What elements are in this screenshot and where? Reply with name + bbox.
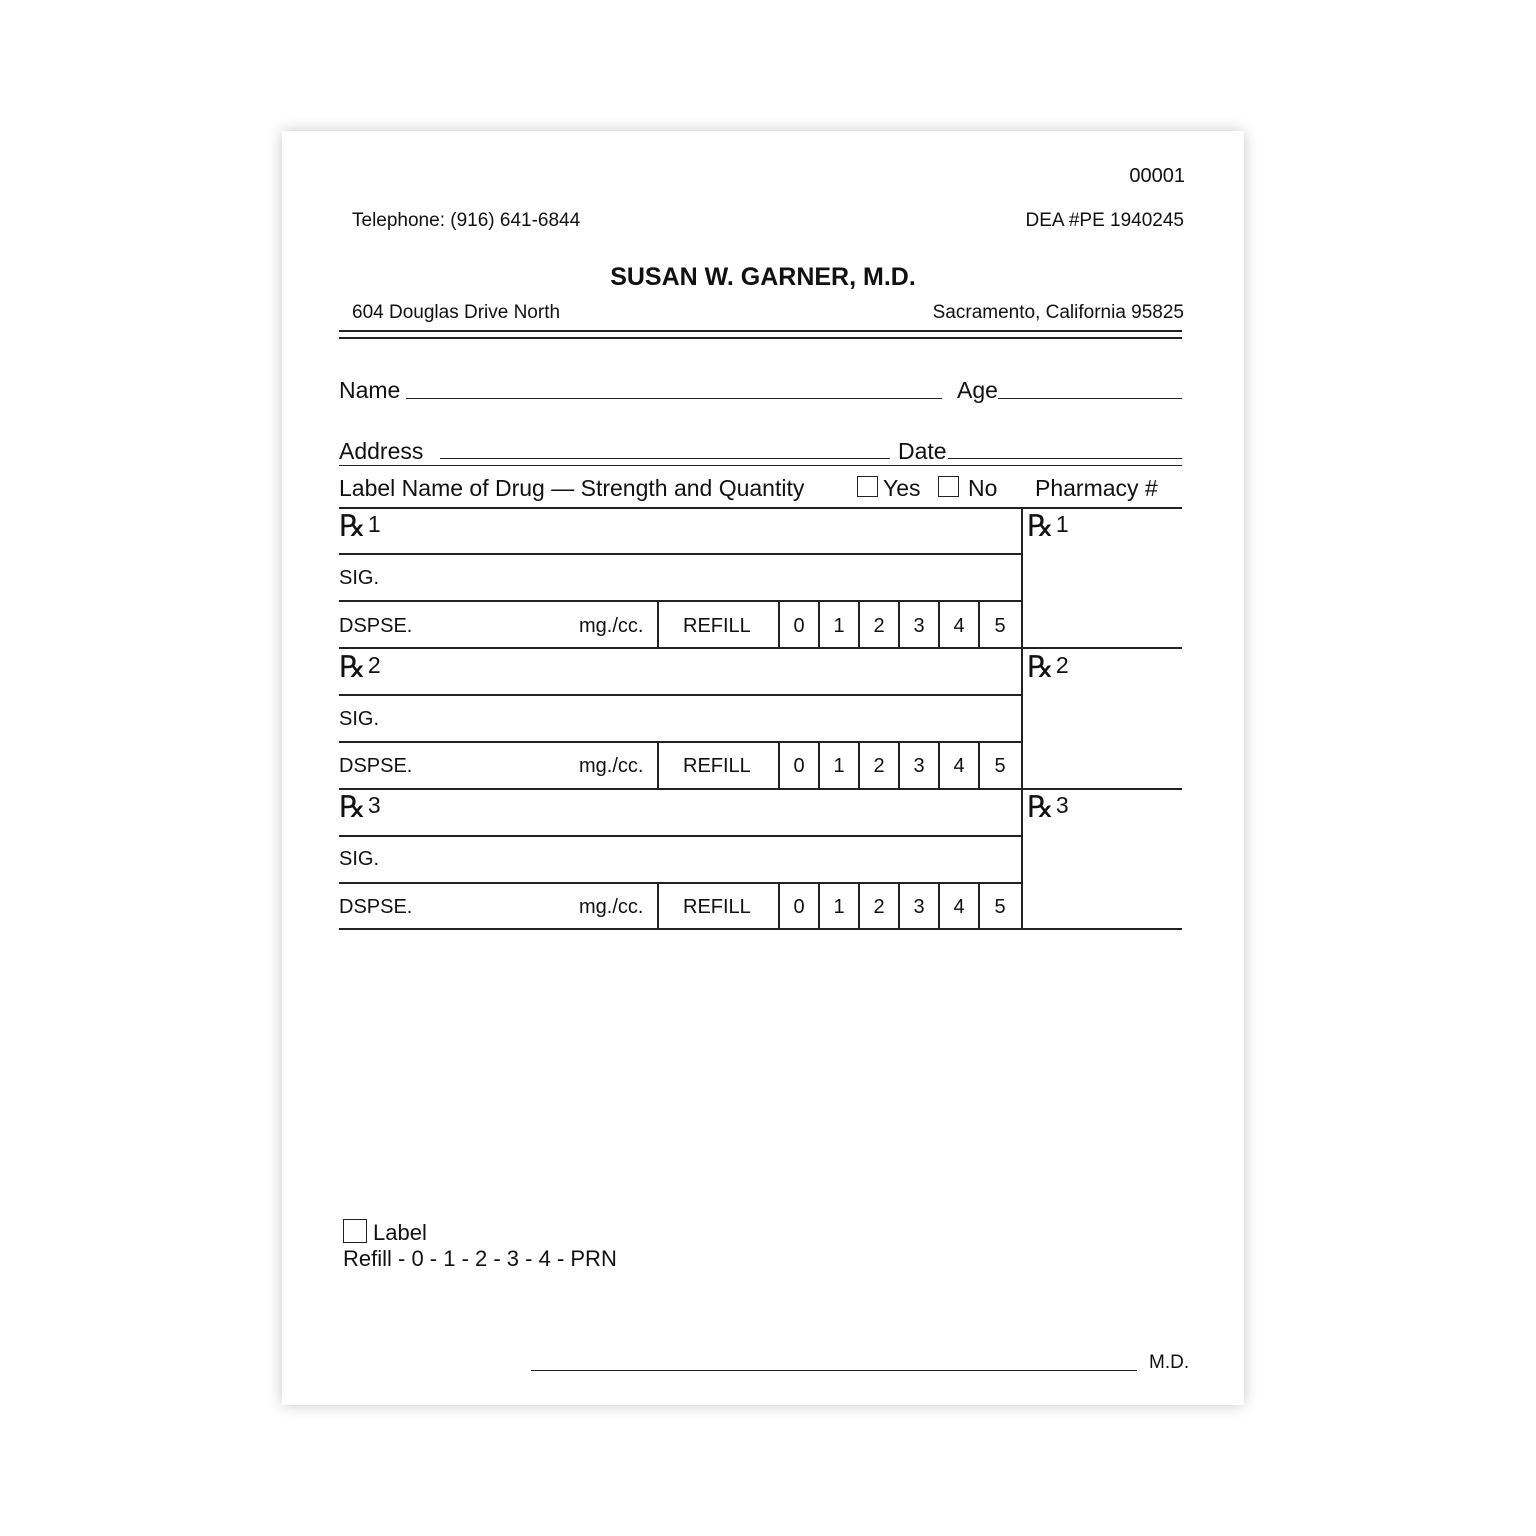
name-label: Name xyxy=(339,377,401,403)
rx-1-refill-1[interactable]: 1 xyxy=(833,615,845,637)
rx-1-bottom-rule xyxy=(339,647,1182,649)
rx-1-refill-5[interactable]: 5 xyxy=(994,615,1006,637)
date-label: Date xyxy=(898,438,947,464)
rx-3-drug-rule xyxy=(339,835,1022,837)
telephone: Telephone: (916) 641-6844 xyxy=(352,210,581,231)
header-rule-2 xyxy=(339,337,1182,339)
pharmacy-rx-1-heading xyxy=(1027,509,1069,544)
rx-1-refill-2[interactable]: 2 xyxy=(873,615,885,637)
pharmacy-rx-2-number: 2 xyxy=(1055,652,1069,678)
address-label: Address xyxy=(339,438,424,464)
pharmacy-rx-2-symbol: ℞ xyxy=(1027,650,1054,685)
dea-number: DEA #PE 1940245 xyxy=(1025,210,1184,231)
rx-3-refill-1[interactable]: 1 xyxy=(833,896,845,918)
signature-md-suffix: M.D. xyxy=(1149,1352,1190,1373)
pharmacy-column-divider xyxy=(1021,507,1023,929)
rx-2-refill-label: REFILL xyxy=(683,755,751,777)
rx-2-refill-1[interactable]: 1 xyxy=(833,755,845,777)
rx-1-sig-rule xyxy=(339,600,1022,602)
address-field[interactable] xyxy=(440,458,890,459)
yes-label: Yes xyxy=(883,475,921,501)
date-field[interactable] xyxy=(948,458,1182,459)
rx-2-refill-4[interactable]: 4 xyxy=(953,755,965,777)
signature-line[interactable] xyxy=(531,1370,1137,1371)
no-label: No xyxy=(968,475,998,501)
city-address: Sacramento, California 95825 xyxy=(932,302,1184,323)
rx-2-sig: SIG. xyxy=(339,708,380,730)
age-field[interactable] xyxy=(998,398,1182,399)
rx-1-dspse: DSPSE. xyxy=(339,615,413,637)
rx-1-heading xyxy=(339,509,381,544)
rx-2-dspse: DSPSE. xyxy=(339,755,413,777)
address-rule xyxy=(339,465,1182,466)
rx-3-refill-4[interactable]: 4 xyxy=(953,896,965,918)
rx-1-drug-rule xyxy=(339,553,1022,555)
label-checkbox-text: Label xyxy=(373,1220,427,1245)
rx-2-number: 2 xyxy=(367,652,381,678)
label-checkbox[interactable] xyxy=(343,1219,367,1243)
rx-2-refill-0[interactable]: 0 xyxy=(793,755,805,777)
rx-1-refill-divider xyxy=(657,600,659,647)
rx-3-refill-3[interactable]: 3 xyxy=(913,896,925,918)
rx-3-refill-5[interactable]: 5 xyxy=(994,896,1006,918)
rx-1-refill-0[interactable]: 0 xyxy=(793,615,805,637)
rx-1-refill-4[interactable]: 4 xyxy=(953,615,965,637)
rx-3-symbol: ℞ xyxy=(339,790,366,825)
rx-2-refill-2[interactable]: 2 xyxy=(873,755,885,777)
rx-2-heading xyxy=(339,650,381,685)
rx-2-refill-divider xyxy=(657,741,659,788)
pharmacy-rx-3-symbol: ℞ xyxy=(1027,790,1054,825)
pharmacy-rx-2-heading xyxy=(1027,650,1069,685)
rx-3-bottom-rule xyxy=(339,928,1182,930)
doctor-name: SUSAN W. GARNER, M.D. xyxy=(610,263,916,291)
rx-3-unit: mg./cc. xyxy=(579,896,644,918)
rx-1-symbol: ℞ xyxy=(339,509,366,544)
rx-2-drug-rule xyxy=(339,694,1022,696)
rx-1-refill-3[interactable]: 3 xyxy=(913,615,925,637)
no-checkbox[interactable] xyxy=(938,476,959,497)
age-label: Age xyxy=(957,377,998,403)
rx-3-refill-label: REFILL xyxy=(683,896,751,918)
name-field[interactable] xyxy=(406,398,942,399)
pharmacy-rx-3-heading xyxy=(1027,790,1069,825)
pharmacy-rx-1-number: 1 xyxy=(1055,511,1069,537)
rx-1-refill-label: REFILL xyxy=(683,615,751,637)
header-rule-1 xyxy=(339,330,1182,332)
rx-3-number: 3 xyxy=(367,792,381,818)
street-address: 604 Douglas Drive North xyxy=(352,302,561,323)
pharmacy-rx-3-number: 3 xyxy=(1055,792,1069,818)
pharmacy-number-label: Pharmacy # xyxy=(1035,475,1158,501)
prescription-sheet xyxy=(282,131,1244,1405)
rx-3-dspse: DSPSE. xyxy=(339,896,413,918)
rx-2-refill-3[interactable]: 3 xyxy=(913,755,925,777)
label-name-of-drug: Label Name of Drug — Strength and Quantity xyxy=(339,475,805,501)
rx-3-sig: SIG. xyxy=(339,848,380,870)
rx-3-refill-2[interactable]: 2 xyxy=(873,896,885,918)
pharmacy-rx-1-symbol: ℞ xyxy=(1027,509,1054,544)
refill-options-line: Refill - 0 - 1 - 2 - 3 - 4 - PRN xyxy=(343,1246,617,1271)
rx-2-sig-rule xyxy=(339,741,1022,743)
rx-1-unit: mg./cc. xyxy=(579,615,644,637)
rx-2-symbol: ℞ xyxy=(339,650,366,685)
rx-1-sig: SIG. xyxy=(339,567,380,589)
rx-2-unit: mg./cc. xyxy=(579,755,644,777)
rx-2-refill-5[interactable]: 5 xyxy=(994,755,1006,777)
rx-3-sig-rule xyxy=(339,882,1022,884)
yes-checkbox[interactable] xyxy=(857,476,878,497)
rx-1-number: 1 xyxy=(367,511,381,537)
rx-3-heading xyxy=(339,790,381,825)
rx-3-refill-0[interactable]: 0 xyxy=(793,896,805,918)
form-number: 00001 xyxy=(1129,165,1185,187)
rx-3-refill-divider xyxy=(657,882,659,929)
